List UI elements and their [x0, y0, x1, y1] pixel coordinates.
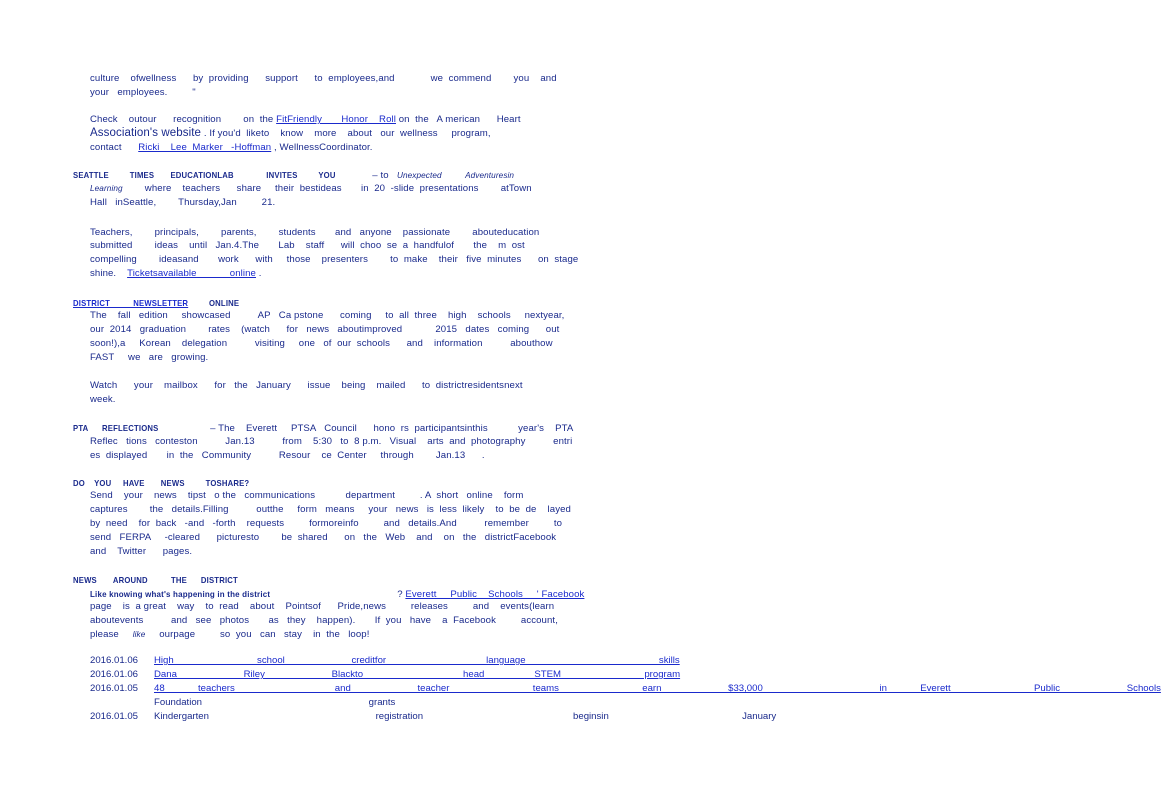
intro-line-1: culture ofwellness by providing support to employees,and we commend you and: [90, 73, 557, 84]
pta-heading: PTA REFLECTIONS: [73, 423, 159, 433]
fitfriendly-honor-roll-link[interactable]: FitFriendly Honor Roll: [276, 114, 396, 125]
around-line-2: page is a great way to read about Pointsof Pride,news releases and events(learn: [90, 601, 555, 612]
learning-text: Learning: [90, 184, 123, 193]
fitfriendly-line-1: [90, 114, 521, 126]
news-title: Kindergarten registration beginsin January: [154, 711, 777, 722]
unexpected-adventures-text: Unexpected Adventuresin: [396, 171, 515, 180]
seattle-heading: SEATTLE TIMES EDUCATIONLAB INVITES YOU: [73, 170, 336, 180]
seattle-text-2: where teachers share their bestideas in 20 -slide presentations atTown: [144, 183, 532, 194]
district-line-1: The fall edition showcased AP Ca pstone coming to all three high schools nextyear,: [90, 310, 565, 321]
fitfriendly-text-4: . If you'd liketo know more about our wellness program,: [203, 128, 491, 139]
fitfriendly-line-2: [90, 127, 491, 140]
share-line-2: captures the details.Filling outthe form means your news is less likely to be de layed: [90, 504, 571, 515]
pta-line-2: Reflec tions conteston Jan.13 from 5:30 to 8 p.m. Visual arts and photography entri: [90, 436, 573, 447]
teachers-line-4: [90, 268, 262, 280]
list-item: [90, 711, 776, 723]
fitfriendly-line-3: [90, 142, 373, 154]
teachers-period: .: [258, 268, 262, 279]
share-line-5: and Twitter pages.: [90, 546, 193, 557]
fitfriendly-text-1: Check outour recognition on the: [90, 114, 274, 125]
list-item: [90, 697, 395, 709]
news-date: 2016.01.05: [90, 711, 139, 722]
list-item: [90, 655, 680, 667]
district-line-3: soon!),a Korean delegation visiting one of our schools and information abouthow: [90, 338, 553, 349]
district-online-heading: ONLINE: [209, 298, 240, 308]
pta-text-1: – The Everett PTSA Council hono rs participantsinthis year's PTA: [210, 423, 574, 434]
fitfriendly-text-2: on the A merican Heart: [398, 114, 521, 125]
tickets-online-link[interactable]: Ticketsavailable online: [127, 268, 256, 279]
question-mark: ?: [397, 589, 403, 600]
news-link[interactable]: 48 teachers and teacher teams earn $33,000 in Everett Public Schools: [154, 683, 1161, 694]
association-website-text: Association's website: [90, 127, 202, 139]
teachers-line-1: Teachers, principals, parents, students and anyone passionate abouteducation: [90, 227, 540, 238]
district-line-5: Watch your mailbox for the January issue being mailed to districtresidentsnext: [90, 380, 523, 391]
district-line-2: our 2014 graduation rates (watch for news aboutimproved 2015 dates coming out: [90, 324, 560, 335]
pta-line-1: [73, 422, 573, 435]
list-item: [90, 683, 1161, 695]
pta-line-3: es displayed in the Community Resour ce Center through Jan.13 .: [90, 450, 485, 461]
news-link[interactable]: High school creditfor language skills: [154, 655, 680, 666]
district-line-4: FAST we are growing.: [90, 352, 209, 363]
shine-text: shine.: [90, 268, 117, 279]
intro-line-2: your employees. ": [90, 87, 196, 98]
around-line-1: [90, 588, 584, 601]
wellness-coordinator-text: , WellnessCoordinator.: [274, 142, 373, 153]
teachers-line-3: compelling ideasand work with those presenters to make their five minutes on stage: [90, 254, 579, 265]
seattle-to-text: – to: [372, 170, 389, 181]
share-heading: DO YOU HAVE NEWS TOSHARE?: [73, 478, 250, 488]
facebook-link[interactable]: Everett Public Schools ' Facebook: [405, 589, 585, 600]
share-line-1: Send your news tipst o the communications department . A short online form: [90, 490, 524, 501]
seattle-line-3: Hall inSeattle, Thursday,Jan 21.: [90, 197, 276, 208]
seattle-heading-line: [73, 169, 514, 182]
news-link[interactable]: Dana Riley Blackto head STEM program: [154, 669, 681, 680]
like-knowing-text: Like knowing what's happening in the district: [90, 589, 271, 599]
share-line-4: send FERPA -cleared picturesto be shared on the Web and on the districtFacebook: [90, 532, 557, 543]
teachers-line-2: submitted ideas until Jan.4.The Lab staff will choo se a handfulof the m ost: [90, 240, 525, 251]
seattle-line-2: [90, 183, 532, 195]
list-item: [90, 669, 680, 681]
ricki-marker-hoffman-link[interactable]: Ricki Lee Marker -Hoffman: [138, 142, 272, 153]
news-date: 2016.01.06: [90, 655, 139, 666]
news-title-continued: Foundation grants: [154, 697, 396, 708]
share-line-3: by need for back -and -forth requests formoreinfo and details.And remember to: [90, 518, 563, 529]
like-text: like: [132, 630, 146, 639]
district-line-6: week.: [90, 394, 116, 405]
around-text-4: ourpage so you can stay in the loop!: [159, 629, 370, 640]
around-line-4: [90, 629, 370, 641]
district-heading-line: [73, 297, 242, 310]
around-heading: NEWS AROUND THE DISTRICT: [73, 575, 238, 585]
please-text: please: [90, 629, 119, 640]
fitfriendly-contact-text: contact: [90, 142, 122, 153]
news-date: 2016.01.05: [90, 683, 139, 694]
district-newsletter-link[interactable]: DISTRICT NEWSLETTER: [73, 298, 189, 308]
around-line-3: aboutevents and see photos as they happen). If you have a Facebook account,: [90, 615, 558, 626]
news-date: 2016.01.06: [90, 669, 139, 680]
